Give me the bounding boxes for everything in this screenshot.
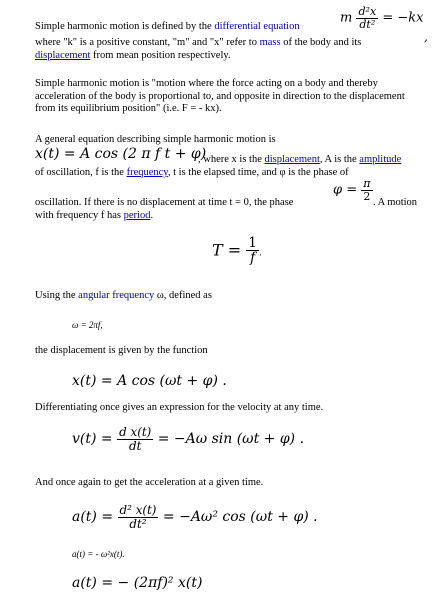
general-equation-intro: A general equation describing simple harmonic motion is [35,134,276,145]
acceleration-den: dt² [118,517,159,531]
definition-paragraph: Simple harmonic motion is "motion where the force acting on a body and thereby acceleration of the body is proportional to, and opposite in direction to the displacement from its equilibrium position" (i.e. F = - kx). [35,78,405,115]
angular-frequency-paragraph [35,290,212,303]
text: Simple harmonic motion is defined by the [35,21,215,32]
eq-rhs: = −kx [382,10,424,26]
velocity-den: dt [117,439,153,453]
acceleration-lhs: a(t) = [72,509,114,525]
period-num: 1 [248,235,257,251]
text: from mean position respectively. [90,49,231,61]
period-den: f [246,250,259,265]
period-link[interactable]: period [123,210,151,221]
velocity-lhs: v(t) = [72,431,113,447]
omega-definition: ω = 2πf, [72,320,103,330]
phase-text: oscillation. If there is no displacement at time t = 0, the phase [35,197,294,208]
acceleration-num: d² x(t) [119,503,157,517]
intro-paragraph [35,21,335,34]
period-lhs: T = [212,240,242,260]
velocity-equation [72,426,304,452]
phase-den: 2 [361,190,372,203]
text: of the body and its [280,37,362,48]
acceleration-intro: And once again to get the acceleration at a given time. [35,477,264,488]
phase-lhs: φ = [333,182,358,198]
displacement-intro: the displacement is given by the function [35,345,208,356]
period-sentence [35,210,153,223]
acceleration-fraction [118,504,159,530]
eq-numerator: d²x [358,5,377,18]
frequency-link[interactable]: frequency [126,167,168,178]
acceleration-frequency-equation: a(t) = − (2πf)² x(t) [72,575,203,591]
text: of oscillation, f is the [35,167,127,178]
acceleration-equation [72,504,318,530]
phase-tail: . A motion [373,197,418,208]
velocity-fraction [117,426,153,452]
velocity-num: d x(t) [119,425,152,439]
eq-denominator: dt² [356,18,378,31]
intro-paragraph-line2 [35,37,425,62]
text: , where x is the [198,154,265,165]
angular-frequency-link[interactable]: angular frequency [78,290,155,301]
text: , A is the [319,154,360,165]
text: . [150,210,154,221]
velocity-rhs: = −Aω sin (ωt + φ) . [157,431,305,447]
period-dot: . [258,247,262,259]
displacement-link[interactable]: displacement [35,49,91,61]
displacement-link-2[interactable]: displacement [264,154,320,165]
displacement-equation: x(t) = A cos (ωt + φ) . [72,373,227,389]
eq-mass-symbol: m [340,10,353,26]
text: with frequency f has [35,210,124,221]
mass-link[interactable]: mass [259,37,281,48]
eq-second-derivative [356,6,378,30]
text: where "k" is a positive constant, "m" and "x" refer to [35,37,260,48]
equation-comma: , [424,30,428,44]
velocity-intro: Differentiating once gives an expression for the velocity at any time. [35,402,324,413]
acceleration-simple: a(t) = - ω²x(t). [72,549,125,559]
period-equation [212,236,262,266]
text: ω, defined as [154,290,212,301]
text: , t is the elapsed time, and φ is the phase of [167,167,349,178]
phase-equation [333,178,373,202]
amplitude-link[interactable]: amplitude [359,154,402,165]
general-equation: x(t) = A cos (2 π f t + φ) [35,146,207,162]
differential-equation-link[interactable]: differential equation [214,21,300,32]
period-fraction [246,236,259,266]
text: Using the [35,290,79,301]
acceleration-rhs: = −Aω² cos (ωt + φ) . [162,509,318,525]
general-equation-desc [198,154,430,167]
phase-fraction [361,178,372,202]
equation-newton [340,6,423,30]
phase-num: π [363,177,371,190]
